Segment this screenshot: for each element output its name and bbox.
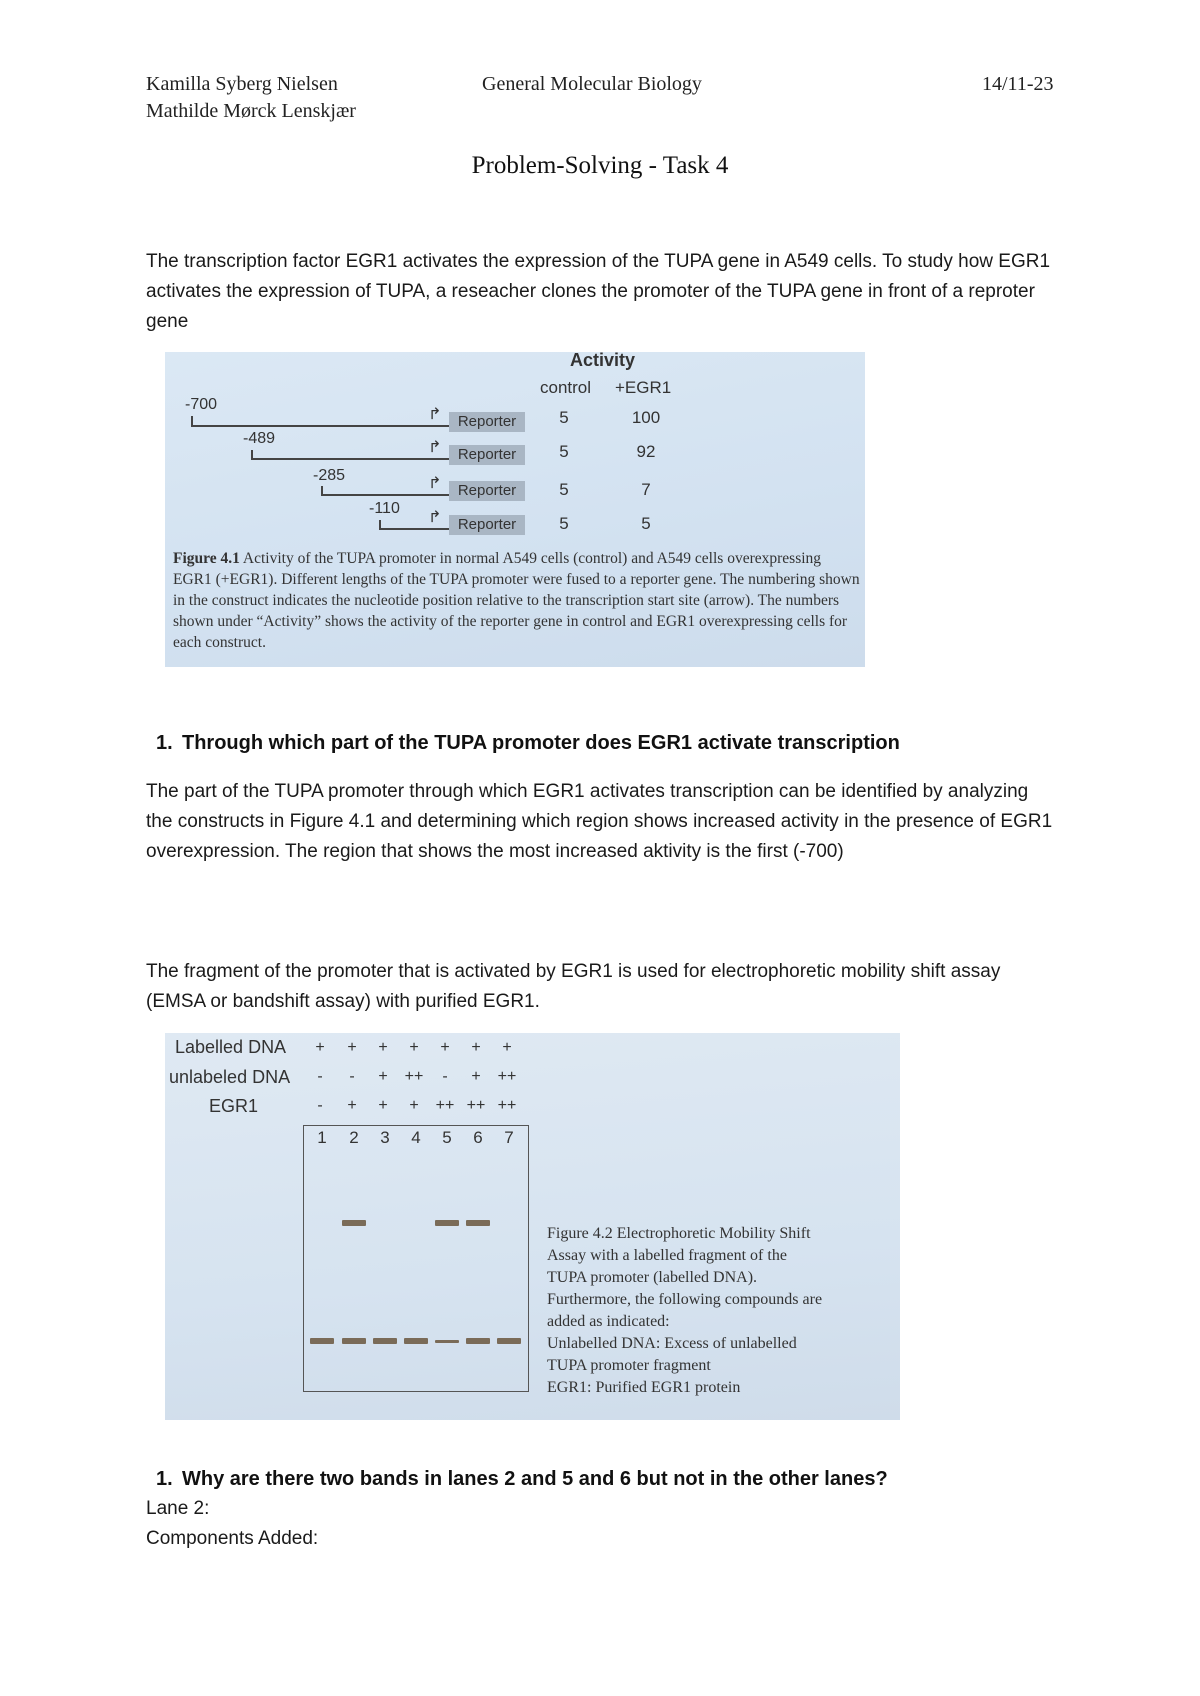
construct-position: -700 xyxy=(185,396,218,413)
lane-number: 6 xyxy=(473,1128,483,1147)
promoter-line xyxy=(379,528,451,530)
document-date: 14/11-23 xyxy=(982,73,1054,95)
row-label-egr1: EGR1 xyxy=(209,1096,259,1116)
caption-line: Furthermore, the following compounds are xyxy=(547,1291,823,1308)
treatment-symbol: + xyxy=(471,1039,481,1056)
treatment-symbol: + xyxy=(471,1068,481,1085)
caption-text: Activity of the TUPA promoter in normal A549 cells (control) and A549 cells overexpressing EGR1 (+EGR1). Different lengths of the TUPA promoter were fused to a reporter gene. The numbering shown in the construct indicates the nucleotide position relative to the transcription start site (arrow). The numbers shown under “Activity” shows the activity of the reporter gene in control and EGR1 overexpressing cells for each construct. xyxy=(173,550,860,651)
tss-arrow-icon: ↱ xyxy=(428,509,442,526)
row-label-labelled-dna: Labelled DNA xyxy=(175,1037,287,1057)
control-activity: 5 xyxy=(559,480,569,499)
question-1-answer: The part of the TUPA promoter through which EGR1 activates transcription can be identified by analyzing the constructs in Figure 4.1 and determining which region shows increased activity in the presence of EGR1 overexpression. The region that shows the most increased aktivity is the first (-700) xyxy=(146,781,1053,862)
treatment-symbol: - xyxy=(317,1068,323,1085)
figure-4-1 xyxy=(165,352,865,667)
treatment-symbol: ++ xyxy=(404,1068,424,1085)
caption-line: TUPA promoter (labelled DNA). xyxy=(547,1269,758,1286)
treatment-symbol: + xyxy=(378,1068,388,1085)
construct-position: -285 xyxy=(313,467,346,484)
treatment-symbol: + xyxy=(347,1039,357,1056)
question-number: 1. xyxy=(156,1468,173,1490)
lane-2-label: Lane 2: xyxy=(146,1498,210,1519)
free-probe-band xyxy=(497,1338,521,1344)
caption-line: TUPA promoter fragment xyxy=(547,1357,711,1374)
shifted-band xyxy=(466,1220,490,1226)
treatment-symbol: + xyxy=(502,1039,512,1056)
treatment-symbol: - xyxy=(349,1068,355,1085)
question-text: Through which part of the TUPA promoter does EGR1 activate transcription xyxy=(182,732,900,754)
course-name: General Molecular Biology xyxy=(482,73,702,95)
column-control: control xyxy=(540,378,592,397)
free-probe-band xyxy=(404,1338,428,1344)
question-number: 1. xyxy=(156,732,173,754)
treatment-symbol: + xyxy=(315,1039,325,1056)
lane-number: 3 xyxy=(380,1128,390,1147)
egr1-activity: 92 xyxy=(636,442,656,461)
control-activity: 5 xyxy=(559,442,569,461)
caption-line: Assay with a labelled fragment of the xyxy=(547,1247,787,1264)
question-2-heading xyxy=(156,1468,888,1491)
treatment-symbol: ++ xyxy=(497,1068,517,1085)
caption-line: added as indicated: xyxy=(547,1313,670,1330)
treatment-symbol: ++ xyxy=(435,1097,455,1114)
egr1-activity: 100 xyxy=(631,408,661,427)
emsa-intro-paragraph: The fragment of the promoter that is activated by EGR1 is used for electrophoretic mobility shift assay (EMSA or bandshift assay) with purified EGR1. xyxy=(146,961,1001,1012)
row-label-unlabeled-dna: unlabeled DNA xyxy=(169,1067,291,1087)
tss-arrow-icon: ↱ xyxy=(428,406,442,423)
treatment-symbol: ++ xyxy=(466,1097,486,1114)
free-probe-band xyxy=(435,1340,459,1343)
figure-4-1-caption xyxy=(173,548,863,653)
lane-number: 1 xyxy=(317,1128,327,1147)
page-title: Problem-Solving - Task 4 xyxy=(471,152,729,179)
author-name-2: Mathilde Mørck Lenskjær xyxy=(146,100,356,122)
shifted-band xyxy=(342,1220,366,1226)
reporter-box: Reporter xyxy=(449,515,525,535)
egr1-activity: 5 xyxy=(641,514,651,533)
reporter-box: Reporter xyxy=(449,481,525,501)
gel xyxy=(303,1125,529,1392)
treatment-symbol: - xyxy=(317,1097,323,1114)
question-text: Why are there two bands in lanes 2 and 5 and 6 but not in the other lanes? xyxy=(182,1468,888,1490)
control-activity: 5 xyxy=(559,514,569,533)
treatment-symbol: + xyxy=(347,1097,357,1114)
components-added-label: Components Added: xyxy=(146,1528,319,1549)
treatment-symbol: + xyxy=(409,1039,419,1056)
treatment-symbol: + xyxy=(378,1097,388,1114)
control-activity: 5 xyxy=(559,408,569,427)
caption-line: Unlabelled DNA: Excess of unlabelled xyxy=(547,1335,797,1352)
reporter-box: Reporter xyxy=(449,412,525,432)
free-probe-band xyxy=(466,1338,490,1344)
question-1-heading xyxy=(156,732,900,755)
treatment-symbol: ++ xyxy=(497,1097,517,1114)
figure-4-2-caption xyxy=(547,1223,892,1399)
lane-number: 2 xyxy=(349,1128,359,1147)
shifted-band xyxy=(435,1220,459,1226)
lane-number: 5 xyxy=(442,1128,452,1147)
tss-arrow-icon: ↱ xyxy=(428,475,442,492)
promoter-line xyxy=(191,425,451,427)
lane-number: 4 xyxy=(411,1128,421,1147)
treatment-symbol: + xyxy=(409,1097,419,1114)
promoter-line xyxy=(251,458,451,460)
treatment-symbol: + xyxy=(440,1039,450,1056)
egr1-activity: 7 xyxy=(641,480,651,499)
caption-label: Figure 4.1 xyxy=(173,550,240,567)
tss-arrow-icon: ↱ xyxy=(428,439,442,456)
treatment-symbol: - xyxy=(442,1068,448,1085)
free-probe-band xyxy=(373,1338,397,1344)
promoter-line xyxy=(321,494,451,496)
construct-position: -110 xyxy=(369,500,400,517)
lane-number: 7 xyxy=(504,1128,514,1147)
figure-4-2 xyxy=(165,1033,900,1420)
reporter-box: Reporter xyxy=(449,445,525,465)
free-probe-band xyxy=(342,1338,366,1344)
author-name-1: Kamilla Syberg Nielsen xyxy=(146,73,338,95)
intro-paragraph: The transcription factor EGR1 activates the expression of the TUPA gene in A549 cells. To study how EGR1 activates the expression of TUPA, a reseacher clones the promoter of the TUPA gene in front of a reproter gene xyxy=(146,251,1051,332)
column-egr1: +EGR1 xyxy=(615,378,672,397)
treatment-symbol: + xyxy=(378,1039,388,1056)
activity-heading: Activity xyxy=(570,352,636,370)
construct-position: -489 xyxy=(243,430,276,447)
caption-line: Figure 4.2 Electrophoretic Mobility Shift xyxy=(547,1225,811,1242)
caption-line: EGR1: Purified EGR1 protein xyxy=(547,1379,741,1396)
free-probe-band xyxy=(310,1338,334,1344)
